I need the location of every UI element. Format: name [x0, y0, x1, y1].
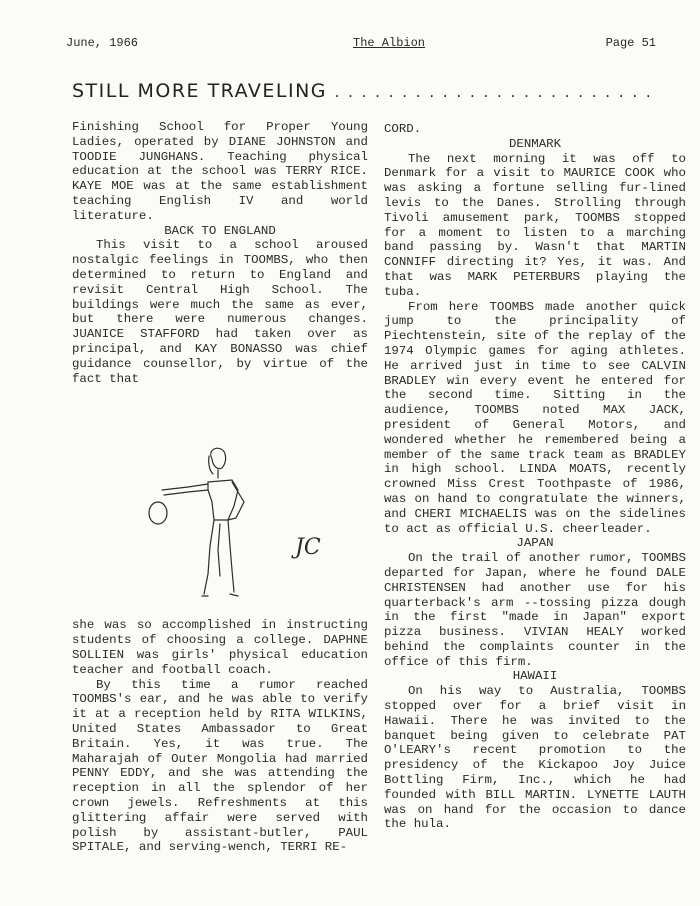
issue-date: June, 1966: [66, 36, 139, 50]
publication-title: The Albion: [353, 36, 426, 50]
page-header: [66, 36, 656, 56]
paragraph: CORD.: [384, 122, 422, 136]
paragraph: This visit to a school aroused nostalgic feelings in TOOMBS, who then determined to return to England and revisit Central High School. The buildings were much the same as ever, but there were numerous changes. JUANICE STAFFORD had taken over as principal, and KAY BONASSO was chief guidance counsellor, by virtue of the fact that: [72, 238, 368, 386]
ball-drawing: [149, 502, 167, 524]
left-column: [72, 120, 368, 855]
paragraph: By this time a rumor reached TOOMBS's ear, and he was able to verify it at a reception held by RITA WILKINS, United States Ambassador to Great Britain. Yes, it was true. The Maharajah of Outer Mongolia had married PENNY EDDY, and she was attending the reception in all the splendor of her crown jewels. Refreshments at this glittering affair were served with polish by assistant-butler, PAUL SPITALE, and serving-wench, TERRI RE-: [72, 677, 368, 855]
paragraph: The next morning it was off to Denmark for a visit to MAURICE COOK who was asking a fortune selling fur-lined levis to the Danes. Strolling through Tivoli amusement park, TOOMBS stopped for a moment to listen to a marching band passing by. Wasn't that MARTIN CONNIFF directing it? Yes, it was. And that was MARK PETERBURS playing the tuba.: [384, 151, 686, 299]
banner-dot-leader: . . . . . . . . . . . . . . . . . . . . . . . .: [334, 83, 653, 101]
artist-initials: JC: [295, 535, 321, 561]
page-number: Page 51: [605, 36, 656, 50]
paragraph: she was so accomplished in instructing students of choosing a college. DAPHNE SOLLIEN was girls' physical education teacher and football coach.: [72, 618, 368, 677]
right-column: [384, 122, 686, 832]
head-drawing: [211, 449, 226, 469]
section-heading: BACK TO ENGLAND: [164, 223, 276, 238]
paragraph: On his way to Australia, TOOMBS stopped over for a brief visit in Hawaii. There he was invited to the banquet being given to celebrate PAT O'LEARY's recent promotion to the presidency of the Kickapoo Joy Juice Bottling Firm, Inc., which he had founded with BILL MARTIN. LYNETTE LAUTH was on hand for the occasion to dance the hula.: [384, 684, 686, 832]
section-banner: [72, 80, 672, 106]
paragraph: From here TOOMBS made another quick jump to the principality of Piechtenstein, site of the replay of the 1974 Olympic games for aging athletes. He arrived just in time to see CALVIN BRADLEY win every event he entered for the second time. Sitting in the audience, TOOMBS noted MAX JACK, president of General Motors, and wondered whether he remembered being a member of the same track team as BRADLEY in high school. LINDA MOATS, recently crowned Miss Crest Toothpaste of 1986, was on hand to congratulate the winners, and CHERI MICHAELIS was on the sidelines to act as official U.S. cheerleader.: [384, 299, 686, 536]
section-heading: HAWAII: [512, 669, 558, 684]
section-heading: JAPAN: [516, 536, 554, 551]
section-title: STILL MORE TRAVELING: [72, 80, 328, 102]
paragraph: Finishing School for Proper Young Ladies, operated by DIANE JOHNSTON and TOODIE JUNGHANS. Teaching physical education at the school was TERRY RICE. KAYE MOE was at the same establishment teaching English IV and world literature.: [72, 120, 368, 223]
paragraph: On the trail of another rumor, TOOMBS departed for Japan, where he found DALE CHRISTENSEN had another use for his quarterback's arm --tossing pizza dough in the first "made in Japan" export pizza business. VIVIAN HEALY worked behind the complaints counter in the office of this firm.: [384, 551, 686, 669]
section-heading: DENMARK: [508, 136, 562, 151]
woman-with-ball-sketch: [72, 390, 368, 610]
